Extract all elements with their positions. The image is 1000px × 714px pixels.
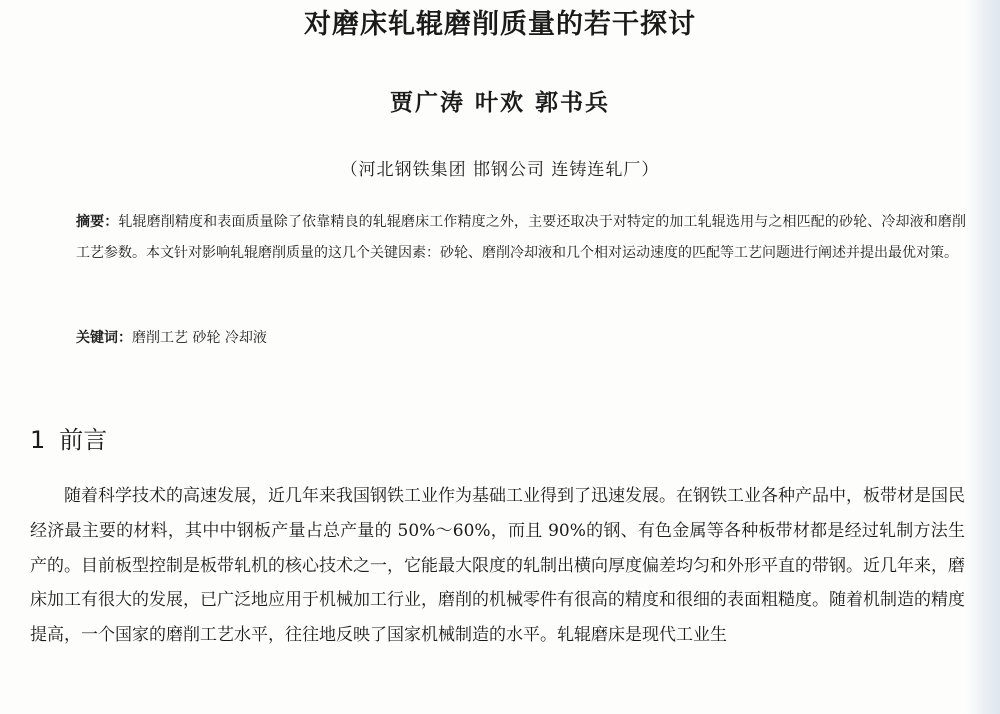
section-number: 1 — [30, 426, 46, 454]
author-affiliation: （河北钢铁集团 邯钢公司 连铸连轧厂） — [340, 160, 660, 180]
paper-title: 对磨床轧辊磨削质量的若干探讨 — [304, 9, 696, 40]
author-list: 贾广涛 叶欢 郭书兵 — [389, 89, 610, 116]
abstract-text: 轧辊磨削精度和表面质量除了依靠精良的轧辊磨床工作精度之外，主要还取决于对特定的加工轧辊选用与之相匹配的砂轮、冷却液和磨削工艺参数。本文针对影响轧辊磨削质量的这几个关键因素：砂轮、磨削冷却液和几个相对运动速度的匹配等工艺问题进行阐述并提出最优对策。 — [76, 214, 966, 261]
abstract-label: 摘要： — [76, 214, 119, 230]
section-paragraph: 随着科学技术的高速发展，近几年来我国钢铁工业作为基础工业得到了迅速发展。在钢铁工业各种产品中，板带材是国民经济最主要的材料，其中中钢板产量占总产量的 50%～60%，而且 90%的钢、有色金属等各种板带材都是经过轧制方法生产的。目前板型控制是板带轧机的核心技术之一，它能最大限度的轧制出横向厚度偏差均匀和外形平直的带钢。近几年来，磨床加工有很大的发展，已广泛地应用于机械加工行业，磨削的机械零件有很高的精度和很细的表面粗糙度。随着机制造的精度提高，一个国家的磨削工艺水平，往往地反映了国家机械制造的水平。轧辊磨床是现代工业生 — [30, 486, 965, 646]
keywords-block — [76, 327, 966, 347]
section-title: 前言 — [59, 426, 108, 454]
keywords-text: 磨削工艺 砂轮 冷却液 — [132, 330, 267, 346]
keywords-label: 关键词： — [76, 330, 132, 346]
abstract-block — [76, 207, 966, 269]
section-heading — [30, 420, 107, 455]
